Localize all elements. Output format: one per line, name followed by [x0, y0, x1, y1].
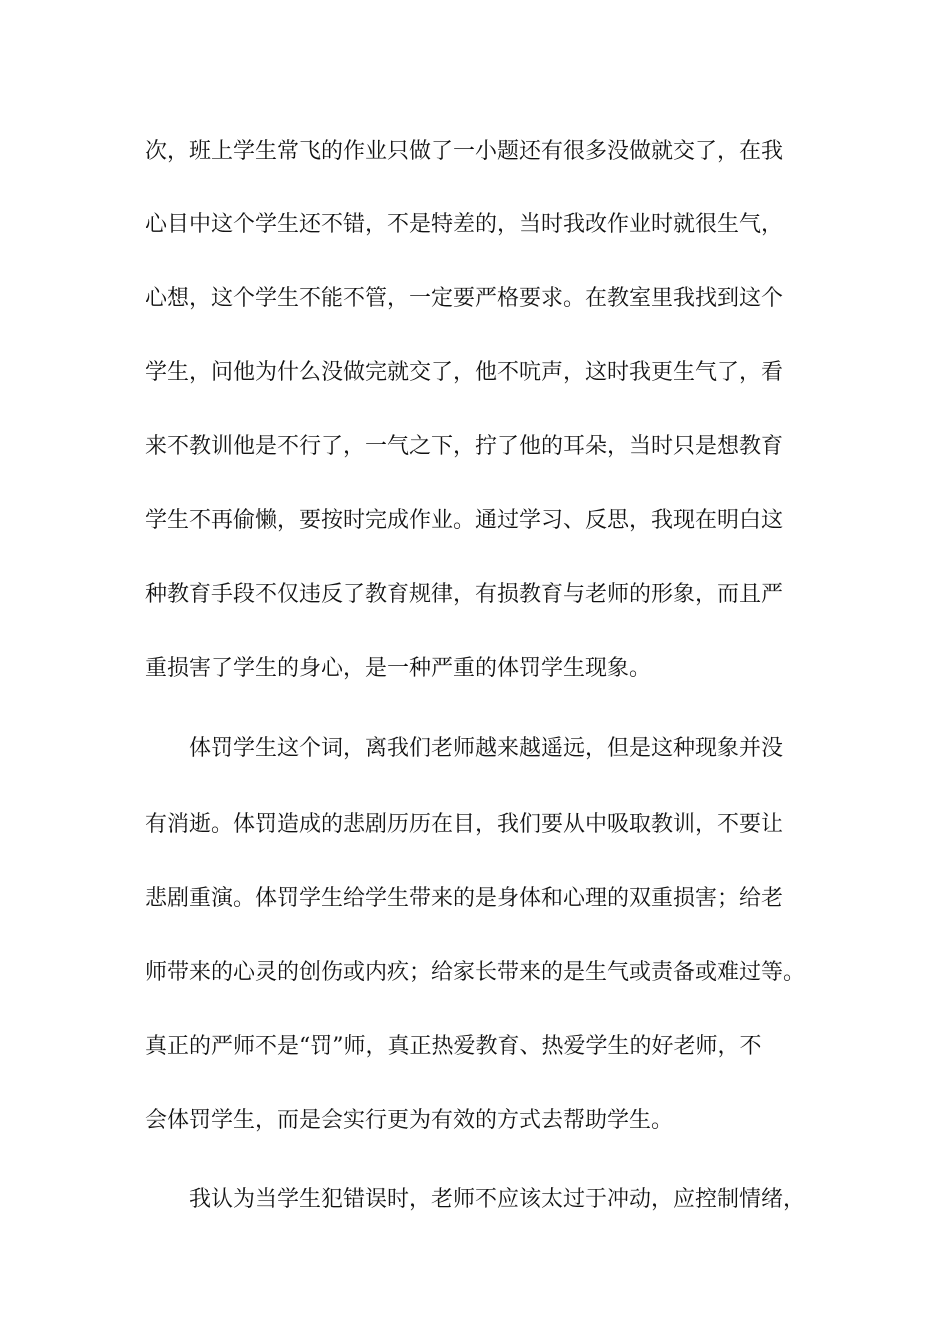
text-line: 重损害了学生的身心，是一种严重的体罚学生现象。 — [145, 656, 652, 681]
paragraph-first-line: 我认为当学生犯错误时，老师不应该太过于冲动，应控制情绪， — [189, 1187, 806, 1212]
text-line: 学生，问他为什么没做完就交了，他不吭声，这时我更生气了，看 — [145, 360, 784, 385]
text-line: 种教育手段不仅违反了教育规律，有损教育与老师的形象，而且严 — [145, 582, 784, 607]
text-line: 心想，这个学生不能不管，一定要严格要求。在教室里我找到这个 — [145, 286, 784, 311]
text-line: 来不教训他是不行了，一气之下，拧了他的耳朵，当时只是想教育 — [145, 434, 784, 459]
text-line: 学生不再偷懒，要按时完成作业。通过学习、反思，我现在明白这 — [145, 508, 784, 533]
text-line: 悲剧重演。体罚学生给学生带来的是身体和心理的双重损害；给老 — [145, 886, 784, 911]
text-line: 心目中这个学生还不错，不是特差的，当时我改作业时就很生气， — [145, 212, 784, 237]
paragraph-first-line: 体罚学生这个词，离我们老师越来越遥远，但是这种现象并没 — [189, 736, 784, 761]
text-line: 有消逝。体罚造成的悲剧历历在目，我们要从中吸取教训，不要让 — [145, 812, 784, 837]
text-line: 师带来的心灵的创伤或内疚；给家长带来的是生气或责备或难过等。 — [145, 960, 806, 985]
text-line: 会体罚学生，而是会实行更为有效的方式去帮助学生。 — [145, 1108, 674, 1133]
text-line: 真正的严师不是“罚”师，真正热爱教育、热爱学生的好老师，不 — [145, 1034, 762, 1059]
text-line: 次，班上学生常飞的作业只做了一小题还有很多没做就交了，在我 — [145, 139, 784, 164]
